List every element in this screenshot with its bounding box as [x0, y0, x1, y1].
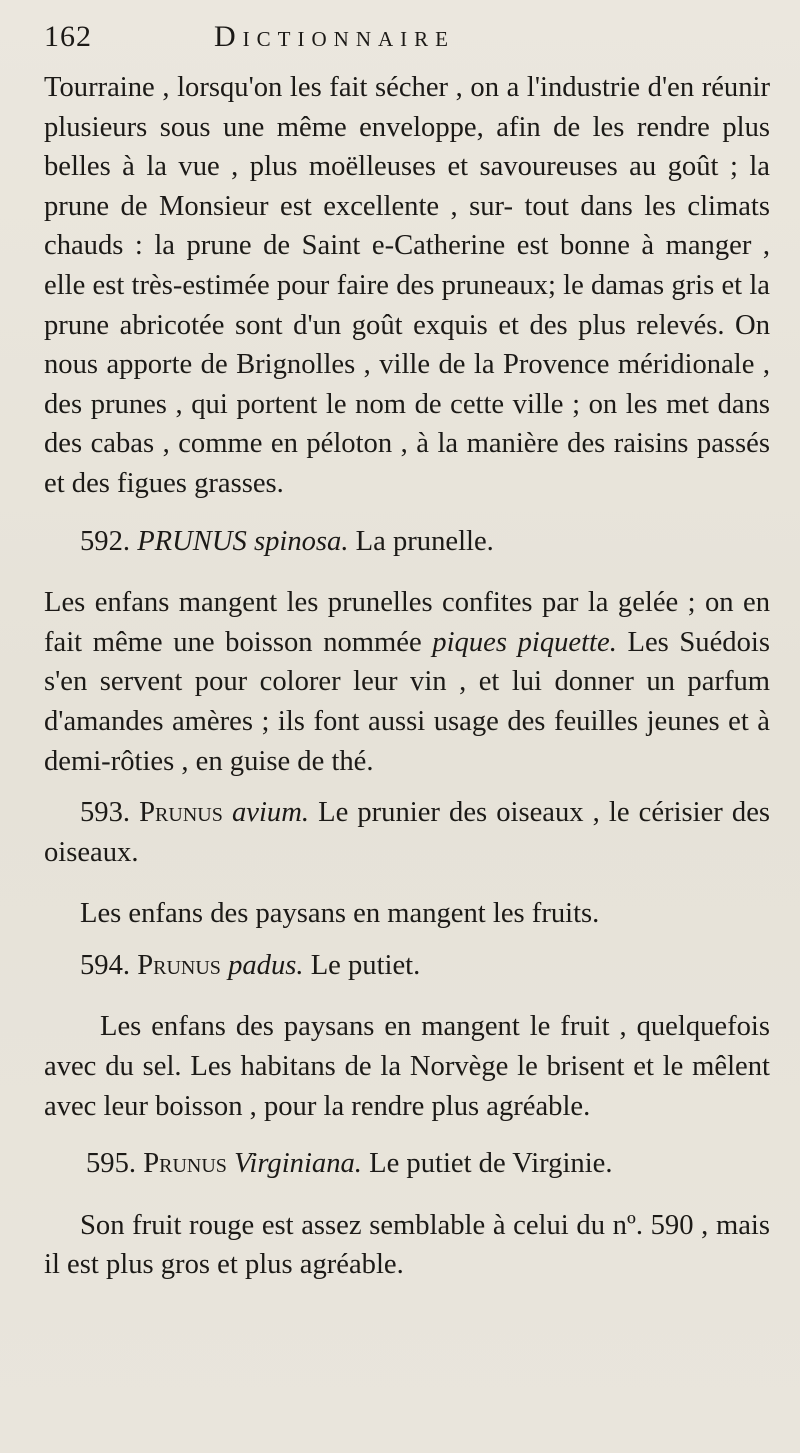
entry-number: 595. — [86, 1148, 137, 1180]
page-number: 162 — [44, 20, 92, 53]
entry-number: 594. — [80, 949, 131, 981]
entry-heading-593 — [44, 793, 770, 872]
entry-genus: Prunus — [137, 949, 221, 981]
entry-genus: Prunus — [143, 1148, 227, 1180]
entry-description-595: Son fruit rouge est assez semblable à celui du nº. 590 , mais il est plus gros et plus agréable. — [44, 1209, 770, 1281]
page-body — [44, 68, 770, 1285]
continued-paragraph: Tourraine , lorsqu'on les fait sécher , on a l'industrie d'en réunir plusieurs sous une même enveloppe, afin de les rendre plus belles à la vue , plus moëlleuses et savoureuses au goût ; la prune de Monsieur est excellente , sur- tout dans les climats chauds : la prune de Saint e-Catherine est bonne à manger , elle est très-estimée pour faire des pruneaux; le damas gris et la prune abricotée sont d'un goût exquis et des plus relevés. On nous apporte de Brignolles , ville de la Provence méridionale , des prunes , qui portent le nom de cette ville ; on les met dans des cabas , comme en péloton , à la manière des raisins passés et des figues grasses. — [44, 72, 770, 499]
entry-species: avium. — [231, 797, 309, 829]
entry-number: 593. — [80, 797, 131, 829]
entry-common-name: La prunelle. — [355, 525, 494, 557]
running-head: Dictionnaire — [214, 20, 455, 53]
entry-species: Virginiana. — [234, 1148, 362, 1180]
entry-description-italic: piques piquette. — [432, 626, 617, 658]
entry-number: 592. — [80, 525, 131, 557]
entry-common-name: Le prunier des oiseaux , le cérisier des oiseaux. — [44, 797, 771, 868]
entry-species: padus. — [228, 949, 304, 981]
entry-heading-595 — [44, 1144, 770, 1184]
entry-description-593: Les enfans des paysans en mangent les fruits. — [80, 898, 600, 930]
entry-description-tail: Les Suédois s'en servent pour colorer leur vin , et lui donner un parfum d'amandes amères ; ils font aussi usage des feuilles jeunes et à demi-rôties , en guise de thé. — [44, 626, 770, 777]
entry-heading-592 — [44, 522, 770, 562]
entry-description-594: Les enfans des paysans en mangent le fruit , quelquefois avec du sel. Les habitans de la Norvège le brisent et le mêlent avec leur boisson , pour la rendre plus agréable. — [44, 1011, 770, 1122]
entry-genus: PRUNUS — [137, 525, 247, 557]
entry-common-name: Le putiet de Virginie. — [369, 1148, 613, 1180]
entry-genus: Prunus — [139, 797, 223, 829]
entry-description-592 — [44, 583, 770, 781]
entry-heading-594 — [44, 946, 770, 986]
entry-description-lead: Les enfans mangent les prunelles confites par la gelée ; on en fait même une boisson nommée — [44, 587, 770, 658]
page-header — [44, 18, 780, 68]
entry-common-name: Le putiet. — [310, 949, 421, 981]
entry-species: spinosa. — [253, 525, 349, 557]
